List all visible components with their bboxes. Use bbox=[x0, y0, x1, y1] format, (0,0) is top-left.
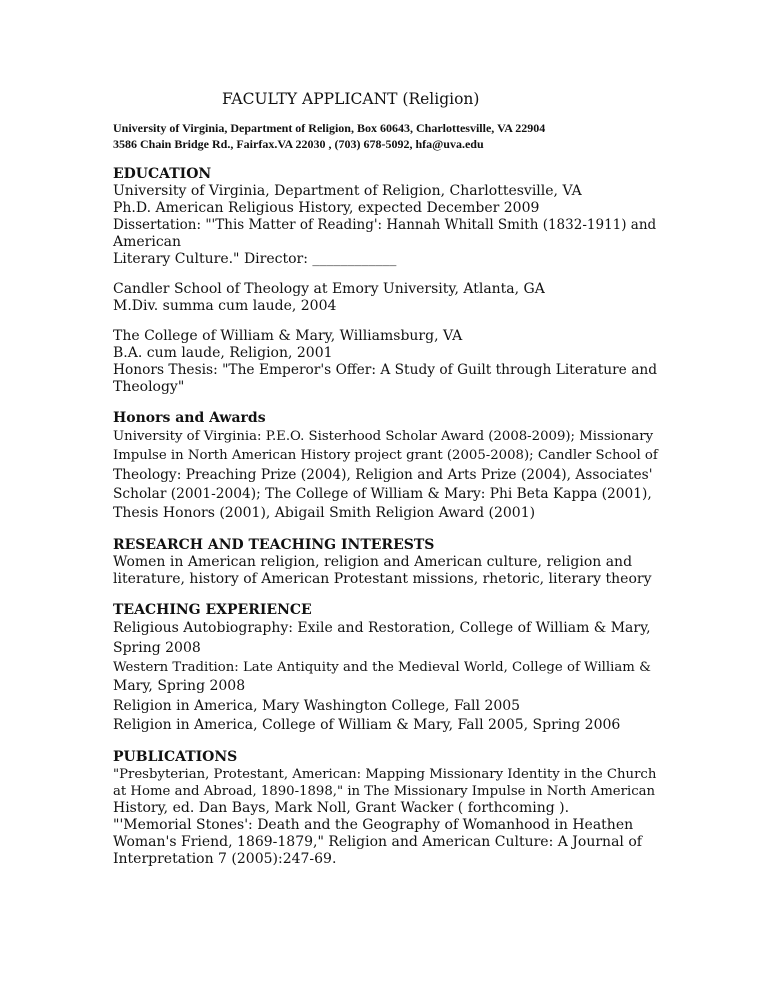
section-heading: TEACHING EXPERIENCE bbox=[113, 602, 312, 619]
text-line: "'Memorial Stones': Death and the Geography of Womanhood in Heathen bbox=[113, 817, 634, 834]
text-line: Religious Autobiography: Exile and Restoration, College of William & Mary, bbox=[113, 620, 651, 637]
education-entry bbox=[113, 281, 658, 315]
document-title: FACULTY APPLICANT (Religion) bbox=[222, 90, 480, 108]
text-line: Ph.D. American Religious History, expected December 2009 bbox=[113, 200, 540, 216]
text-line: Theology" bbox=[113, 379, 185, 395]
publications-section bbox=[113, 748, 658, 868]
publications-body bbox=[113, 766, 658, 868]
text-line: Theology: Preaching Prize (2004), Religion and Arts Prize (2004), Associates' bbox=[113, 466, 653, 483]
cv-document bbox=[113, 88, 658, 868]
text-line: University of Virginia, Department of Religion, Charlottesville, VA bbox=[113, 183, 582, 199]
education-section bbox=[113, 165, 658, 396]
section-heading: RESEARCH AND TEACHING INTERESTS bbox=[113, 537, 435, 554]
text-line: Candler School of Theology at Emory University, Atlanta, GA bbox=[113, 281, 545, 297]
text-line: Thesis Honors (2001), Abigail Smith Religion Award (2001) bbox=[113, 505, 536, 522]
text-line: Spring 2008 bbox=[113, 639, 201, 656]
honors-section bbox=[113, 409, 658, 523]
education-entry bbox=[113, 183, 658, 268]
text-line: Women in American religion, religion and American culture, religion and bbox=[113, 554, 633, 571]
research-section bbox=[113, 536, 658, 588]
text-line: Mary, Spring 2008 bbox=[113, 678, 246, 695]
text-line: Dissertation: "'This Matter of Reading': Hannah Whitall Smith (1832-1911) and bbox=[113, 217, 657, 233]
text-line: Impulse in North American History project grant (2005-2008); Candler School of bbox=[113, 448, 658, 464]
section-heading: PUBLICATIONS bbox=[113, 749, 238, 766]
text-line: Interpretation 7 (2005):247-69. bbox=[113, 851, 337, 868]
honors-body bbox=[113, 427, 658, 523]
teaching-body bbox=[113, 619, 658, 735]
section-heading: EDUCATION bbox=[113, 166, 212, 182]
education-entry bbox=[113, 328, 658, 396]
text-line: "Presbyterian, Protestant, American: Mapping Missionary Identity in the Church bbox=[113, 767, 657, 783]
text-line: Scholar (2001-2004); The College of William & Mary: Phi Beta Kappa (2001), bbox=[113, 485, 652, 502]
text-line: literature, history of American Protestant missions, rhetoric, literary theory bbox=[113, 571, 652, 588]
text-line: at Home and Abroad, 1890-1898," in The Missionary Impulse in North American bbox=[113, 784, 656, 800]
text-line: Religion in America, College of William & Mary, Fall 2005, Spring 2006 bbox=[113, 716, 621, 733]
text-line: Woman's Friend, 1869-1879," Religion and American Culture: A Journal of bbox=[113, 834, 642, 851]
text-line: Western Tradition: Late Antiquity and the Medieval World, College of William & bbox=[113, 660, 651, 676]
text-line: Religion in America, Mary Washington College, Fall 2005 bbox=[113, 697, 521, 714]
section-heading: Honors and Awards bbox=[113, 410, 266, 426]
text-line: The College of William & Mary, Williamsburg, VA bbox=[113, 328, 463, 344]
text-line: American bbox=[113, 234, 182, 250]
text-line: Honors Thesis: "The Emperor's Offer: A Study of Guilt through Literature and bbox=[113, 362, 658, 378]
text-line: M.Div. summa cum laude, 2004 bbox=[113, 298, 337, 314]
address-line: University of Virginia, Department of Religion, Box 60643, Charlottesville, VA 22904 bbox=[113, 121, 546, 135]
text-line: B.A. cum laude, Religion, 2001 bbox=[113, 345, 333, 361]
contact-info bbox=[113, 120, 658, 152]
teaching-section bbox=[113, 601, 658, 735]
research-body bbox=[113, 554, 658, 588]
text-line: University of Virginia: P.E.O. Sisterhood Scholar Award (2008-2009); Missionary bbox=[113, 429, 654, 444]
text-line: Literary Culture." Director: ____________ bbox=[113, 251, 397, 267]
contact-line: 3586 Chain Bridge Rd., Fairfax.VA 22030 , (703) 678-5092, hfa@uva.edu bbox=[113, 137, 484, 151]
text-line: History, ed. Dan Bays, Mark Noll, Grant Wacker ( forthcoming ). bbox=[113, 800, 570, 817]
